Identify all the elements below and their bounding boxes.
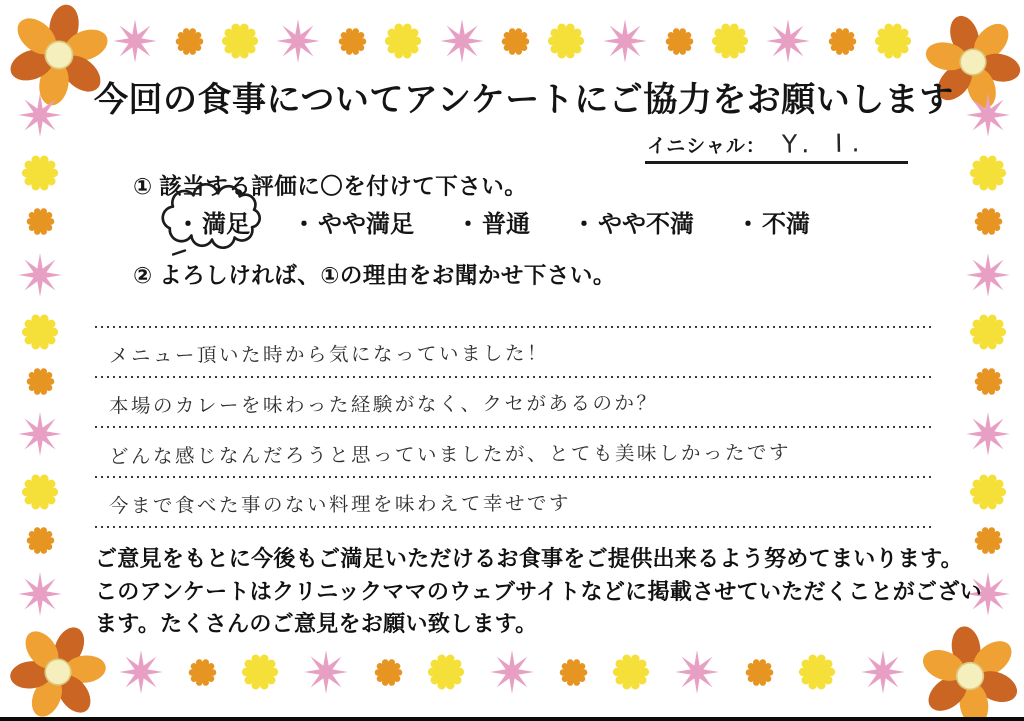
option-label: 不満 xyxy=(762,211,810,238)
footer-line: ご意見をもとに今後もご満足いただけるお食事をご提供出来るよう努めてまいります。 xyxy=(95,546,963,571)
yellow-flower-icon xyxy=(241,653,279,691)
pink-flower-icon xyxy=(860,649,906,695)
handwritten-answer-line: どんな感じなんだろうと思っていましたが、とても美味しかったです xyxy=(108,440,792,469)
pen-tick-icon xyxy=(172,248,188,257)
dotted-line xyxy=(95,526,932,528)
yellow-flower-icon xyxy=(798,653,836,691)
pink-flower-icon xyxy=(112,18,158,64)
footer-line: ます。たくさんのご意見をお願い致します。 xyxy=(95,611,538,636)
initial-label: イニシャル： xyxy=(647,136,766,157)
survey-title: 今回の食事についてアンケートにご協力をお願いします xyxy=(94,81,954,119)
answer-row xyxy=(95,328,932,376)
yellow-flower-icon xyxy=(21,154,59,192)
answer-row xyxy=(95,378,932,426)
option-bullet: ・ xyxy=(176,211,200,238)
pink-flower-icon xyxy=(965,411,1011,457)
footer-line: このアンケートはクリニックママのウェブサイトなどに掲載させていただくことがござい xyxy=(95,578,982,604)
yellow-flower-icon xyxy=(969,154,1007,192)
option-label: 普通 xyxy=(482,211,530,238)
orange-flower-icon xyxy=(26,367,55,396)
initial-handwritten-value: Y. I. xyxy=(781,128,869,159)
rating-options xyxy=(176,204,810,239)
pink-flower-icon xyxy=(118,649,164,695)
orange-flower-icon xyxy=(175,27,204,56)
pink-flower-icon xyxy=(303,649,349,695)
option-bullet: ・ xyxy=(736,211,760,238)
option-label: 満足 xyxy=(202,211,250,238)
option-label: やや不満 xyxy=(598,211,694,238)
orange-flower-icon xyxy=(828,27,857,56)
pink-flower-icon xyxy=(439,18,485,64)
option-label: やや満足 xyxy=(318,211,414,238)
orange-flower-icon xyxy=(559,658,588,687)
option-bullet: ・ xyxy=(572,211,596,238)
pink-flower-icon xyxy=(17,571,63,617)
pink-flower-icon xyxy=(965,92,1011,138)
pink-flower-icon xyxy=(965,252,1011,298)
flower-border-left xyxy=(14,92,66,617)
pink-flower-icon xyxy=(765,18,811,64)
orange-flower-icon xyxy=(501,27,530,56)
orange-flower-icon xyxy=(26,526,55,555)
yellow-flower-icon xyxy=(21,473,59,511)
orange-flower-icon xyxy=(338,27,367,56)
yellow-flower-icon xyxy=(427,653,465,691)
question-2-label: ② よろしければ、①の理由をお聞かせ下さい。 xyxy=(133,263,616,288)
rating-option-satisfied xyxy=(176,204,250,239)
orange-flower-icon xyxy=(974,367,1003,396)
handwritten-answer-line: 今まで食べた事のない料理を味わえて幸せです xyxy=(108,491,572,518)
answer-row xyxy=(95,478,932,526)
flower-border-bottom xyxy=(118,646,906,698)
orange-flower-icon xyxy=(374,658,403,687)
yellow-flower-icon xyxy=(711,22,749,60)
orange-flower-icon xyxy=(974,526,1003,555)
flower-border-top xyxy=(112,16,912,66)
answer-row xyxy=(95,428,932,476)
pink-flower-icon xyxy=(17,252,63,298)
pink-flower-icon xyxy=(489,649,535,695)
option-bullet: ・ xyxy=(456,211,480,238)
rating-option-somewhat-satisfied xyxy=(292,204,414,239)
orange-flower-icon xyxy=(188,658,217,687)
yellow-flower-icon xyxy=(612,653,650,691)
orange-flower-icon xyxy=(745,658,774,687)
orange-flower-icon xyxy=(974,207,1003,236)
yellow-flower-icon xyxy=(969,473,1007,511)
question-1-label: ① 該当する評価に〇を付けて下さい。 xyxy=(133,174,528,199)
pink-flower-icon xyxy=(17,411,63,457)
pink-flower-icon xyxy=(602,18,648,64)
handwritten-answer-line: 本場のカレーを味わった経験がなく、クセがあるのか？ xyxy=(108,391,659,418)
yellow-flower-icon xyxy=(547,22,585,60)
pink-flower-icon xyxy=(17,92,63,138)
yellow-flower-icon xyxy=(221,22,259,60)
yellow-flower-icon xyxy=(874,22,912,60)
flower-border-right xyxy=(962,92,1014,617)
initial-field xyxy=(645,126,908,164)
pink-flower-icon xyxy=(674,649,720,695)
option-bullet: ・ xyxy=(292,211,316,238)
footer-note xyxy=(95,543,982,641)
yellow-flower-icon xyxy=(384,22,422,60)
orange-flower-icon xyxy=(26,207,55,236)
pink-flower-icon xyxy=(275,18,321,64)
rating-option-somewhat-dissatisfied xyxy=(572,204,694,239)
rating-option-dissatisfied xyxy=(736,204,810,239)
orange-flower-icon xyxy=(665,27,694,56)
answer-area xyxy=(95,326,932,528)
yellow-flower-icon xyxy=(969,313,1007,351)
handwritten-answer-line: メニュー頂いた時から気になっていました！ xyxy=(108,341,550,368)
yellow-flower-icon xyxy=(21,313,59,351)
rating-option-neutral xyxy=(456,204,530,239)
scan-edge xyxy=(0,717,1024,721)
